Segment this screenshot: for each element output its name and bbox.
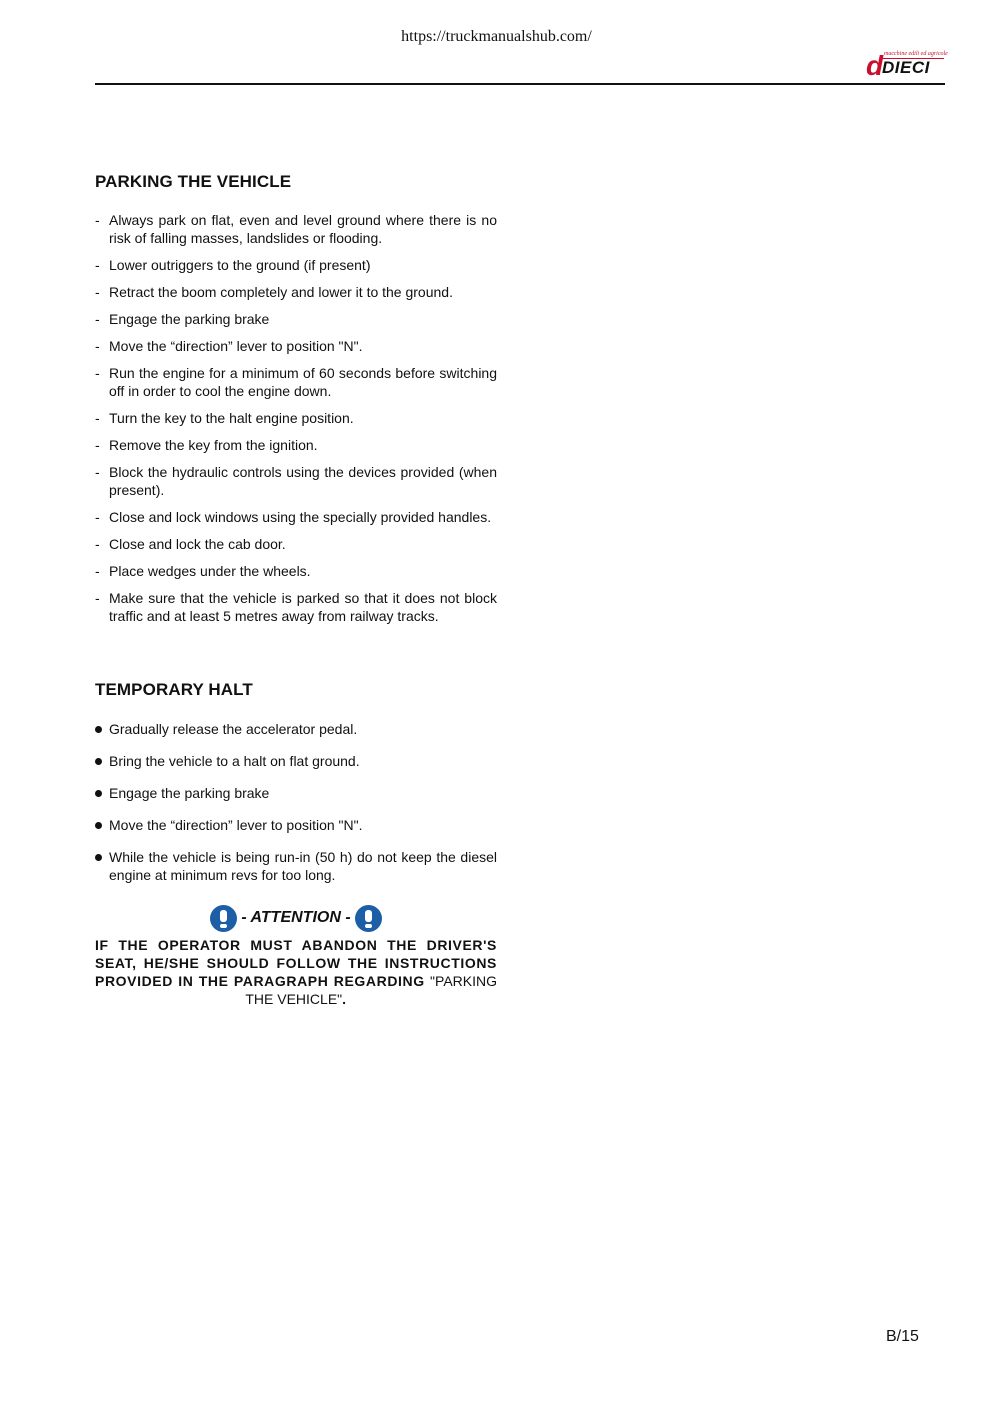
header-divider	[95, 83, 945, 85]
list-item: Gradually release the accelerator pedal.	[95, 720, 497, 738]
attention-heading	[95, 903, 497, 933]
list-item: - Engage the parking brake	[95, 310, 497, 328]
dieci-logo	[866, 50, 946, 80]
list-item: - Place wedges under the wheels.	[95, 562, 497, 580]
list-item: - Always park on flat, even and level ground where there is no risk of falling masses, landslides or flooding.	[95, 211, 497, 247]
exclamation-circle-icon	[210, 905, 237, 932]
exclamation-circle-icon	[355, 905, 382, 932]
list-item: - Close and lock windows using the specially provided handles.	[95, 508, 497, 526]
attention-text-bold: IF THE OPERATOR MUST ABANDON THE DRIVER'S SEAT, HE/SHE SHOULD FOLLOW THE INSTRUCTIONS PROVIDED IN THE PARAGRAPH REGARDING	[95, 937, 497, 989]
parking-section	[95, 172, 497, 634]
attention-text-end: .	[342, 991, 347, 1007]
logo-word: DIECI	[882, 58, 930, 77]
logo-tagline: macchine edili ed agricole	[884, 51, 948, 57]
parking-title: PARKING THE VEHICLE	[95, 172, 292, 191]
attention-text	[95, 936, 497, 1008]
logo-letter: d	[866, 50, 884, 81]
list-item: Bring the vehicle to a halt on flat ground.	[95, 752, 497, 770]
list-item: - Turn the key to the halt engine position.	[95, 409, 497, 427]
page-number: B/15	[886, 1328, 919, 1345]
list-item: - Move the “direction” lever to position "N".	[95, 337, 497, 355]
attention-text-reference: "PARKING THE VEHICLE"	[245, 973, 497, 1007]
list-item: Move the “direction” lever to position "N".	[95, 816, 497, 834]
parking-list	[95, 211, 497, 625]
list-item: - Lower outriggers to the ground (if present)	[95, 256, 497, 274]
list-item: - Close and lock the cab door.	[95, 535, 497, 553]
attention-label: - ATTENTION -	[241, 909, 351, 926]
list-item: - Run the engine for a minimum of 60 seconds before switching off in order to cool the engine down.	[95, 364, 497, 400]
halt-title: TEMPORARY HALT	[95, 680, 253, 699]
list-item: While the vehicle is being run-in (50 h) do not keep the diesel engine at minimum revs for too long.	[95, 848, 497, 884]
list-item: - Remove the key from the ignition.	[95, 436, 497, 454]
halt-list	[95, 720, 497, 884]
halt-section	[95, 680, 497, 898]
list-item: - Block the hydraulic controls using the devices provided (when present).	[95, 463, 497, 499]
list-item: - Retract the boom completely and lower it to the ground.	[95, 283, 497, 301]
list-item: - Make sure that the vehicle is parked so that it does not block traffic and at least 5 metres away from railway tracks.	[95, 589, 497, 625]
source-url: https://truckmanualshub.com/	[401, 28, 592, 45]
list-item: Engage the parking brake	[95, 784, 497, 802]
